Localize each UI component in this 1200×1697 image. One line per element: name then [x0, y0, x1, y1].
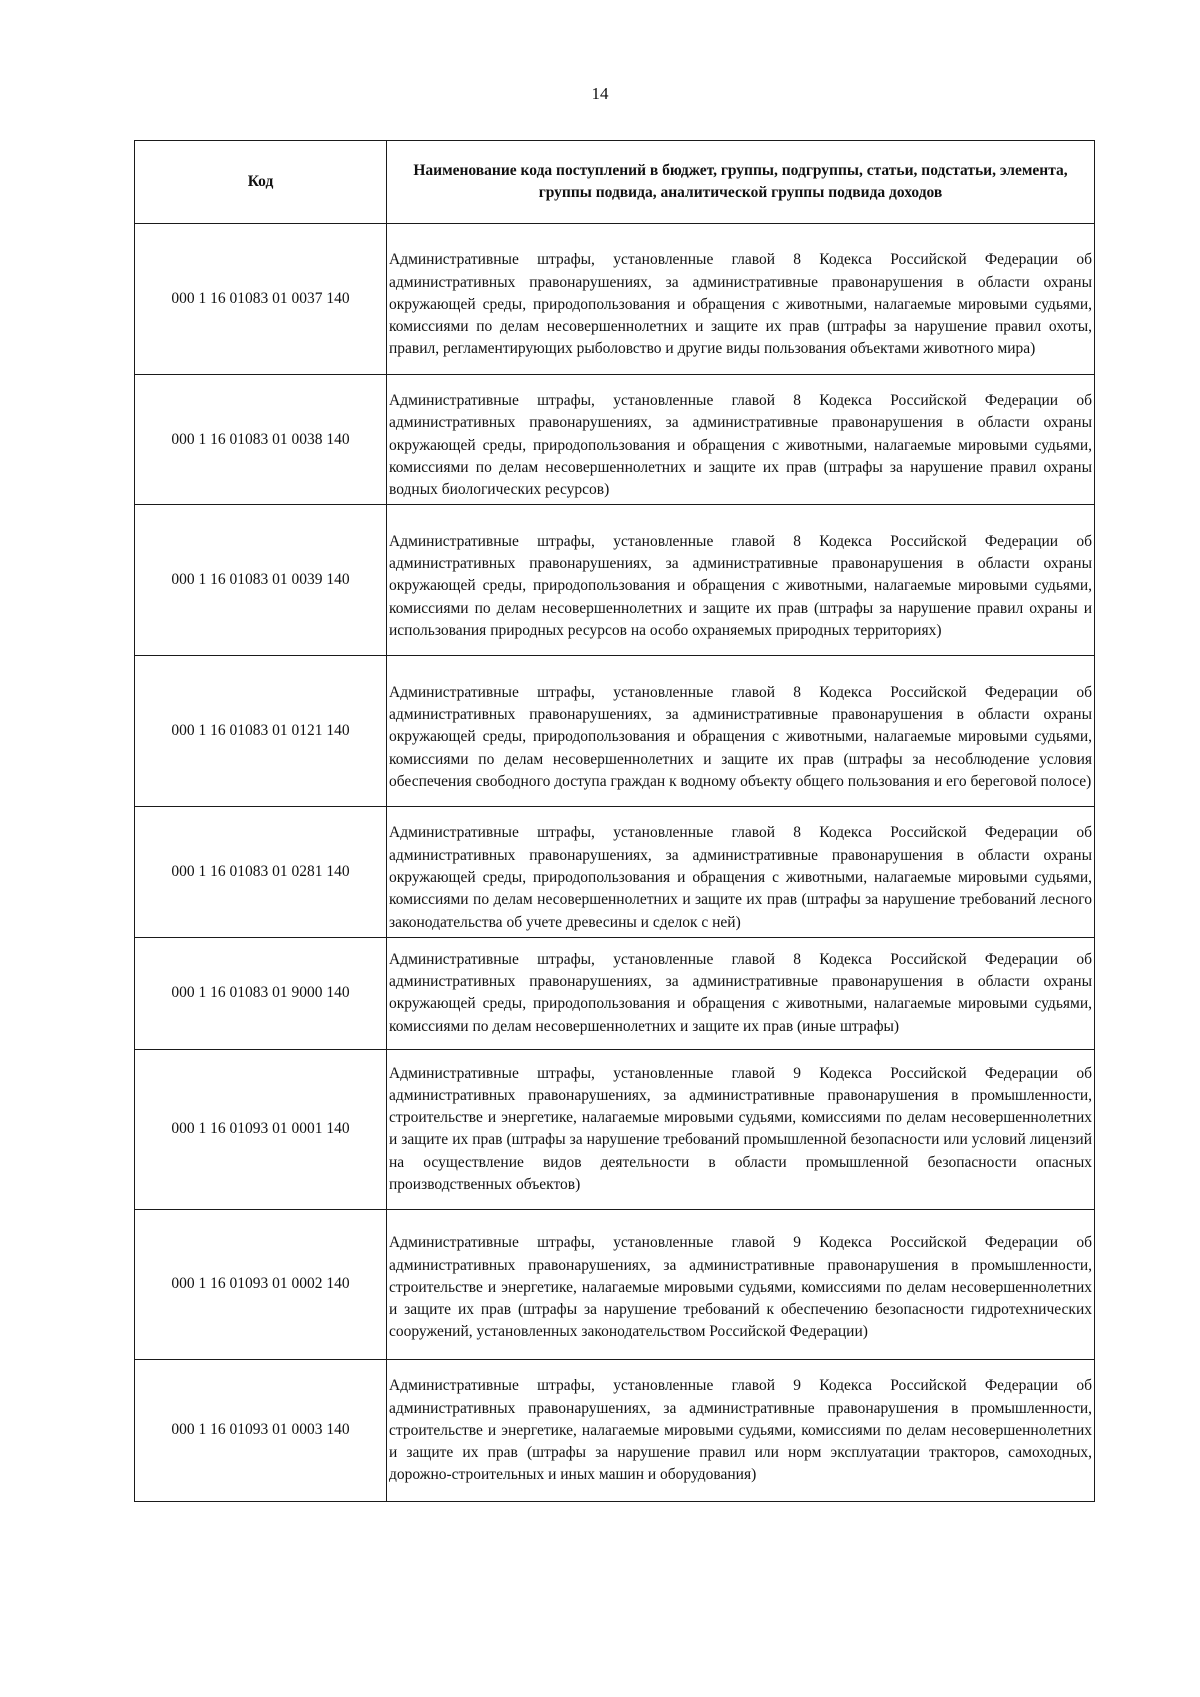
name-cell: Административные штрафы, установленные главой 8 Кодекса Российской Федерации об административных правонарушениях, за административные правонарушения в области охраны окружающей среды, природопользования и обращения с животными, налагаемые мировыми судьями, комиссиями по делам несовершеннолетних и защите их прав (штрафы за нарушение правил охраны и использования природных ресурсов на особо охраняемых природных территориях) — [387, 505, 1095, 656]
table-header — [135, 141, 1095, 224]
table-body — [135, 224, 1095, 1502]
name-cell: Административные штрафы, установленные главой 9 Кодекса Российской Федерации об административных правонарушениях, за административные правонарушения в промышленности, строительстве и энергетике, налагаемые мировыми судьями, комиссиями по делам несовершеннолетних и защите их прав (штрафы за нарушение требований промышленной безопасности или условий лицензий на осуществление видов деятельности в области промышленной безопасности опасных производственных объектов) — [387, 1049, 1095, 1209]
code-cell: 000 1 16 01083 01 0038 140 — [135, 375, 387, 505]
table-row — [135, 656, 1095, 807]
name-cell: Административные штрафы, установленные главой 9 Кодекса Российской Федерации об административных правонарушениях, за административные правонарушения в промышленности, строительстве и энергетике, налагаемые мировыми судьями, комиссиями по делам несовершеннолетних и защите их прав (штрафы за нарушение требований к обеспечению безопасности гидротехнических сооружений, установленных законодательством Российской Федерации) — [387, 1209, 1095, 1359]
name-cell: Административные штрафы, установленные главой 8 Кодекса Российской Федерации об административных правонарушениях, за административные правонарушения в области охраны окружающей среды, природопользования и обращения с животными, налагаемые мировыми судьями, комиссиями по делам несовершеннолетних и защите их прав (штрафы за несоблюдение условия обеспечения свободного доступа граждан к водному объекту общего пользования и его береговой полосе) — [387, 656, 1095, 807]
name-cell: Административные штрафы, установленные главой 8 Кодекса Российской Федерации об административных правонарушениях, за административные правонарушения в области охраны окружающей среды, природопользования и обращения с животными, налагаемые мировыми судьями, комиссиями по делам несовершеннолетних и защите их прав (иные штрафы) — [387, 937, 1095, 1049]
budget-codes-table — [134, 140, 1095, 1502]
code-column-header: Код — [135, 141, 387, 224]
name-cell: Административные штрафы, установленные главой 8 Кодекса Российской Федерации об административных правонарушениях, за административные правонарушения в области охраны окружающей среды, природопользования и обращения с животными, налагаемые мировыми судьями, комиссиями по делам несовершеннолетних и защите их прав (штрафы за нарушение требований лесного законодательства об учете древесины и сделок с ней) — [387, 807, 1095, 937]
header-row — [135, 141, 1095, 224]
code-cell: 000 1 16 01083 01 0121 140 — [135, 656, 387, 807]
table-row — [135, 1359, 1095, 1501]
code-cell: 000 1 16 01093 01 0002 140 — [135, 1209, 387, 1359]
code-cell: 000 1 16 01083 01 0281 140 — [135, 807, 387, 937]
name-cell: Административные штрафы, установленные главой 9 Кодекса Российской Федерации об административных правонарушениях, за административные правонарушения в промышленности, строительстве и энергетике, налагаемые мировыми судьями, комиссиями по делам несовершеннолетних и защите их прав (штрафы за нарушение правил или норм эксплуатации тракторов, самоходных, дорожно-строительных и иных машин и оборудования) — [387, 1359, 1095, 1501]
code-cell: 000 1 16 01083 01 0037 140 — [135, 224, 387, 375]
name-cell: Административные штрафы, установленные главой 8 Кодекса Российской Федерации об административных правонарушениях, за административные правонарушения в области охраны окружающей среды, природопользования и обращения с животными, налагаемые мировыми судьями, комиссиями по делам несовершеннолетних и защите их прав (штрафы за нарушение правил охраны водных биологических ресурсов) — [387, 375, 1095, 505]
code-cell: 000 1 16 01083 01 9000 140 — [135, 937, 387, 1049]
name-column-header: Наименование кода поступлений в бюджет, группы, подгруппы, статьи, подстатьи, элемента, группы подвида, аналитической группы подвида доходов — [387, 141, 1095, 224]
name-cell: Административные штрафы, установленные главой 8 Кодекса Российской Федерации об административных правонарушениях, за административные правонарушения в области охраны окружающей среды, природопользования и обращения с животными, налагаемые мировыми судьями, комиссиями по делам несовершеннолетних и защите их прав (штрафы за нарушение правил охоты, правил, регламентирующих рыболовство и другие виды пользования объектами животного мира) — [387, 224, 1095, 375]
table-row — [135, 1049, 1095, 1209]
table-row — [135, 807, 1095, 937]
code-cell: 000 1 16 01093 01 0001 140 — [135, 1049, 387, 1209]
table-row — [135, 375, 1095, 505]
table-row — [135, 937, 1095, 1049]
table-row — [135, 505, 1095, 656]
page-number: 14 — [591, 84, 609, 103]
table-row — [135, 224, 1095, 375]
code-cell: 000 1 16 01093 01 0003 140 — [135, 1359, 387, 1501]
table-row — [135, 1209, 1095, 1359]
code-cell: 000 1 16 01083 01 0039 140 — [135, 505, 387, 656]
